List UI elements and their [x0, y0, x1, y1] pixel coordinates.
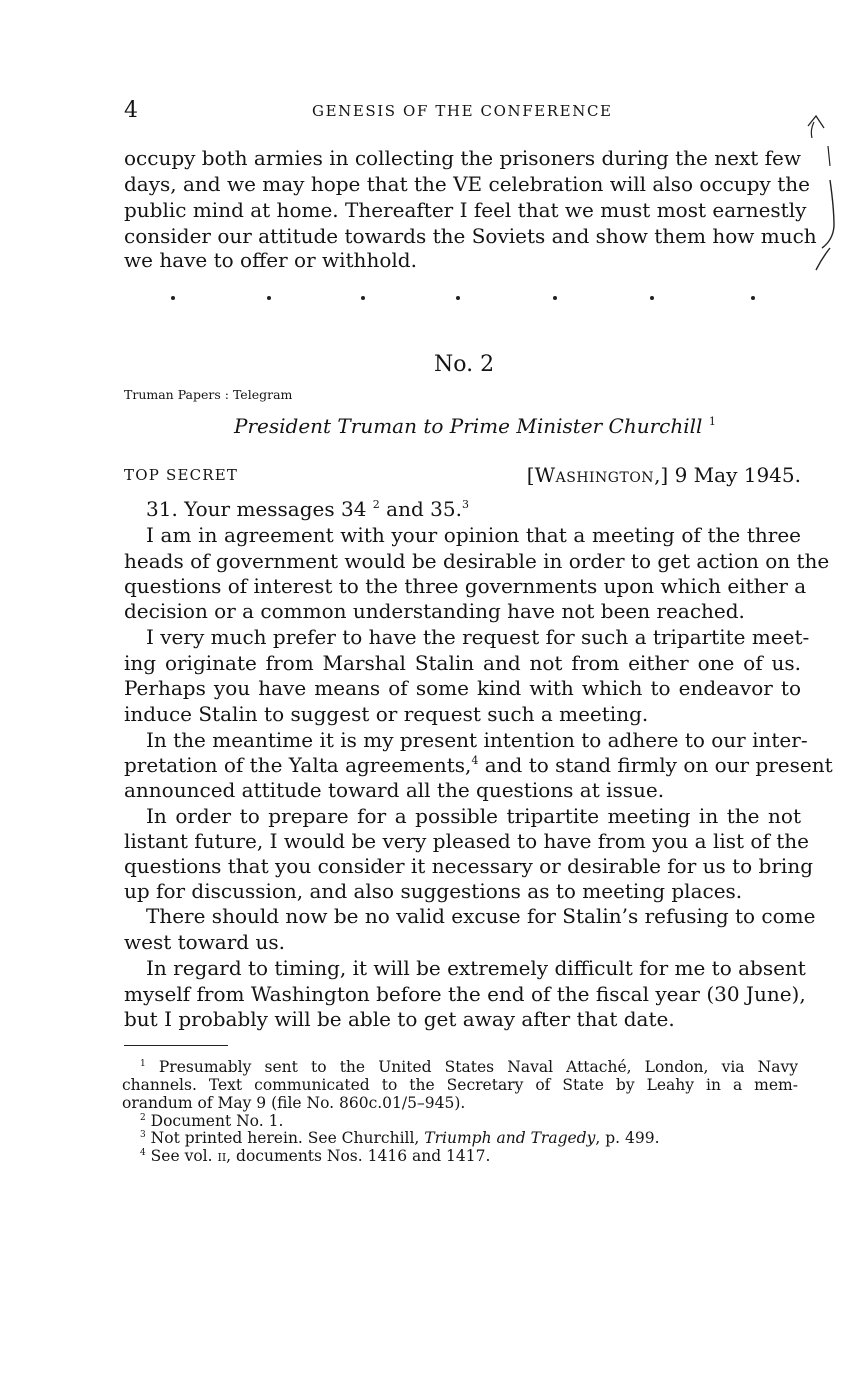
text-line: decision or a common understanding have not been reached. — [124, 599, 745, 623]
footnote-text: Presumably sent to the United States Naval Attaché, London, via Navy — [158, 1058, 798, 1076]
dateline-date: 9 May 1945. — [674, 463, 801, 487]
footnote-number: 2 — [140, 1113, 146, 1123]
document-number: No. 2 — [434, 352, 495, 377]
footnote-ref: 2 — [372, 498, 380, 511]
footnote-line: orandum of May 9 (file No. 860c.01/5–945). — [122, 1094, 466, 1112]
footnote-rule — [124, 1045, 228, 1046]
text-line: In the meantime it is my present intention to adhere to our inter- — [146, 728, 808, 752]
opening-text: 31. Your messages 34 — [146, 497, 373, 521]
footnote-ref: 1 — [708, 415, 716, 428]
text-line: heads of government would be desirable in order to get action on the — [124, 549, 830, 573]
text-line: west toward us. — [124, 930, 285, 954]
document-title-text: President Truman to Prime Minister Churchill — [234, 414, 703, 438]
text-line: questions of interest to the three governments upon which either a — [124, 574, 807, 598]
text-line: up for discussion, and also suggestions as to meeting places. — [124, 879, 743, 903]
footnote-line: channels. Text communicated to the Secretary of State by Leahy in a mem- — [122, 1076, 798, 1094]
footnote-text: , p. 499. — [595, 1129, 660, 1147]
book-title: Triumph and Tragedy — [424, 1129, 596, 1147]
ellipsis-dot — [267, 296, 271, 300]
opening-text: and 35. — [379, 497, 462, 521]
ellipsis-dot — [456, 296, 460, 300]
text-line: public mind at home. Thereafter I feel that we must most earnestly — [124, 198, 807, 222]
dateline-bracket-close: ,] — [654, 463, 669, 487]
footnote-text: Not printed herein. See Churchill, — [150, 1129, 425, 1147]
footnote-number: 3 — [140, 1130, 146, 1140]
text-line: days, and we may hope that the VE celebration will also occupy the — [124, 172, 810, 196]
footnote-text: See vol. — [150, 1147, 218, 1165]
dateline — [523, 463, 801, 487]
document-source: Truman Papers : Telegram — [124, 387, 293, 402]
footnote-number: 4 — [140, 1148, 146, 1158]
text-line: I very much prefer to have the request for such a tripartite meet- — [146, 625, 810, 649]
text-segment: and to stand firmly on our present — [478, 753, 833, 777]
text-line: but I probably will be able to get away after that date. — [124, 1007, 675, 1031]
text-line: ing originate from Marshal Stalin and not from either one of us. — [124, 651, 801, 675]
text-line: listant future, I would be very pleased to have from you a list of the — [124, 829, 809, 853]
text-line: I am in agreement with your opinion that a meeting of the three — [146, 523, 801, 547]
dateline-bracket-open: [ — [526, 463, 535, 487]
text-line: In order to prepare for a possible tripartite meeting in the not — [146, 804, 801, 828]
text-line: myself from Washington before the end of the fiscal year (30 June), — [124, 982, 806, 1006]
footnote-ref: 3 — [461, 498, 469, 511]
ellipsis-dot — [751, 296, 755, 300]
text-line: announced attitude toward all the questions at issue. — [124, 778, 665, 802]
footnote-ref: 4 — [471, 754, 479, 767]
text-line: occupy both armies in collecting the prisoners during the next few — [124, 146, 802, 170]
document-title — [234, 414, 716, 438]
dateline-place: Washington — [534, 463, 655, 487]
footnote-text: Document No. 1. — [150, 1112, 284, 1130]
text-segment: pretation of the Yalta agreements, — [124, 753, 472, 777]
ellipsis-dot — [361, 296, 365, 300]
footnote-number: 1 — [140, 1059, 146, 1069]
footnote-line — [140, 1148, 798, 1168]
running-title: GENESIS OF THE CONFERENCE — [312, 102, 613, 120]
text-line: we have to offer or withhold. — [124, 248, 417, 272]
text-line: Perhaps you have means of some kind with which to endeavor to — [124, 676, 801, 700]
ellipsis-dot — [553, 296, 557, 300]
volume-number: ii — [217, 1147, 227, 1165]
text-line: questions that you consider it necessary or desirable for us to bring — [124, 854, 814, 878]
classification: TOP SECRET — [124, 466, 239, 484]
text-line: There should now be no valid excuse for Stalin’s refusing to come — [146, 904, 816, 928]
page-number: 4 — [124, 98, 138, 123]
text-line: In regard to timing, it will be extremely difficult for me to absent — [146, 956, 806, 980]
footnote-text: , documents Nos. 1416 and 1417. — [226, 1147, 491, 1165]
ellipsis-dot — [650, 296, 654, 300]
text-line: consider our attitude towards the Soviets and show them how much — [124, 224, 817, 248]
ellipsis-dot — [171, 296, 175, 300]
text-line: induce Stalin to suggest or request such a meeting. — [124, 702, 649, 726]
